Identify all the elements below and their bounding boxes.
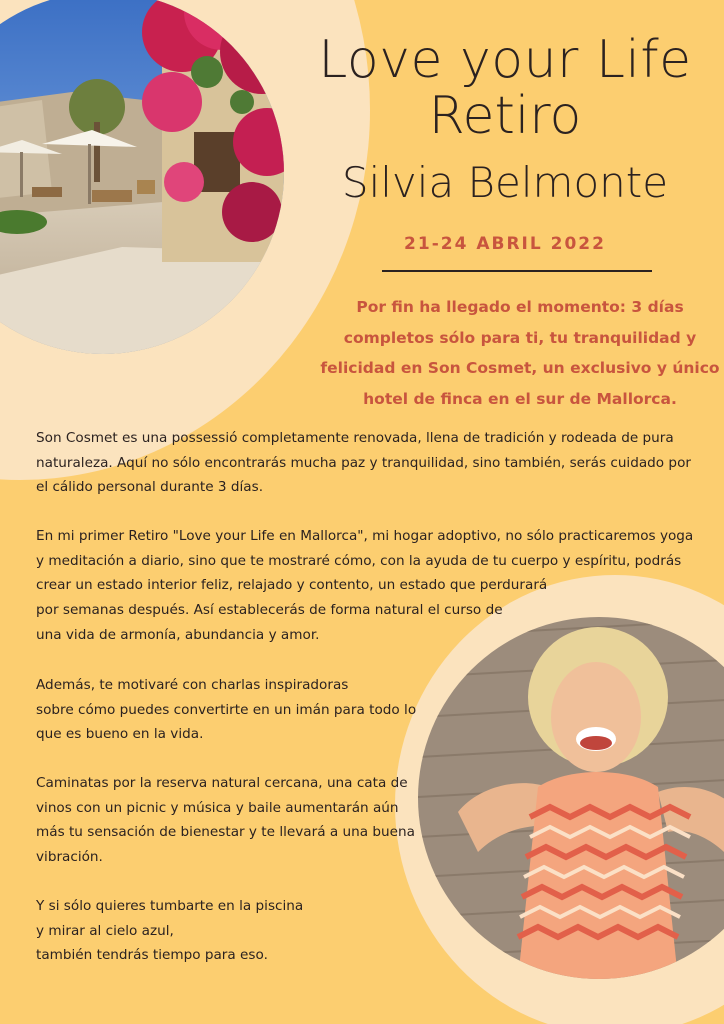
paragraph-line: crear un estado interior feliz, relajado y contento, un estado que perdurará — [36, 577, 548, 594]
paragraph-piscina — [36, 894, 303, 968]
paragraph-line: vibración. — [36, 849, 103, 866]
paragraph-line: una vida de armonía, abundancia y amor. — [36, 626, 320, 643]
paragraph-line: Son Cosmet es una possessió completamente renovada, llena de tradición y rodeada de pura — [36, 430, 674, 446]
event-dates: 21-24 ABRIL 2022 — [404, 234, 606, 254]
paragraph-line: más tu sensación de bienestar y te llevará a una buena — [36, 824, 415, 841]
intro-line: hotel de finca en el sur de Mallorca. — [363, 389, 677, 408]
paragraph-line: Caminatas por la reserva natural cercana, una cata de — [36, 775, 408, 791]
intro-line: Por fin ha llegado el momento: 3 días — [356, 298, 684, 316]
paragraph-line: y meditación a diario, sino que te mostraré cómo, con la ayuda de tu cuerpo y espíritu, podrás — [36, 552, 682, 569]
paragraph-line: sobre cómo puedes convertirte en un imán para todo lo — [36, 701, 417, 718]
paragraph-retiro — [36, 524, 693, 648]
paragraph-line: naturaleza. Aquí no sólo encontrarás mucha paz y tranquilidad, sino también, serás cuidado por — [36, 454, 691, 471]
paragraph-line: vinos con un picnic y música y baile aumentarán aún — [36, 799, 399, 816]
paragraph-line: En mi primer Retiro "Love your Life en Mallorca", mi hogar adoptivo, no sólo practicaremos yoga — [36, 528, 694, 544]
paragraph-caminatas — [36, 771, 415, 870]
paragraph-son-cosmet — [36, 426, 691, 500]
paragraph-line: el cálido personal durante 3 días. — [36, 479, 264, 496]
paragraph-line: también tendrás tiempo para eso. — [36, 947, 268, 964]
paragraph-line: que es bueno en la vida. — [36, 726, 204, 743]
paragraph-line: por semanas después. Así establecerás de forma natural el curso de — [36, 602, 503, 619]
intro-line: completos sólo para ti, tu tranquilidad y — [343, 328, 697, 347]
paragraph-line: y mirar al cielo azul, — [36, 922, 174, 939]
paragraph-line: Y si sólo quieres tumbarte en la piscina — [36, 898, 304, 914]
intro-line: felicidad en Son Cosmet, un exclusivo y único — [320, 359, 720, 377]
paragraph-charlas — [36, 673, 416, 747]
title-line-2: Retiro — [428, 86, 582, 146]
author-name: Silvia Belmonte — [341, 158, 669, 207]
intro-text — [308, 292, 724, 414]
title-line-1: Love your Life — [318, 30, 692, 90]
paragraph-line: Además, te motivaré con charlas inspiradoras — [36, 677, 349, 693]
divider-line — [382, 270, 652, 272]
